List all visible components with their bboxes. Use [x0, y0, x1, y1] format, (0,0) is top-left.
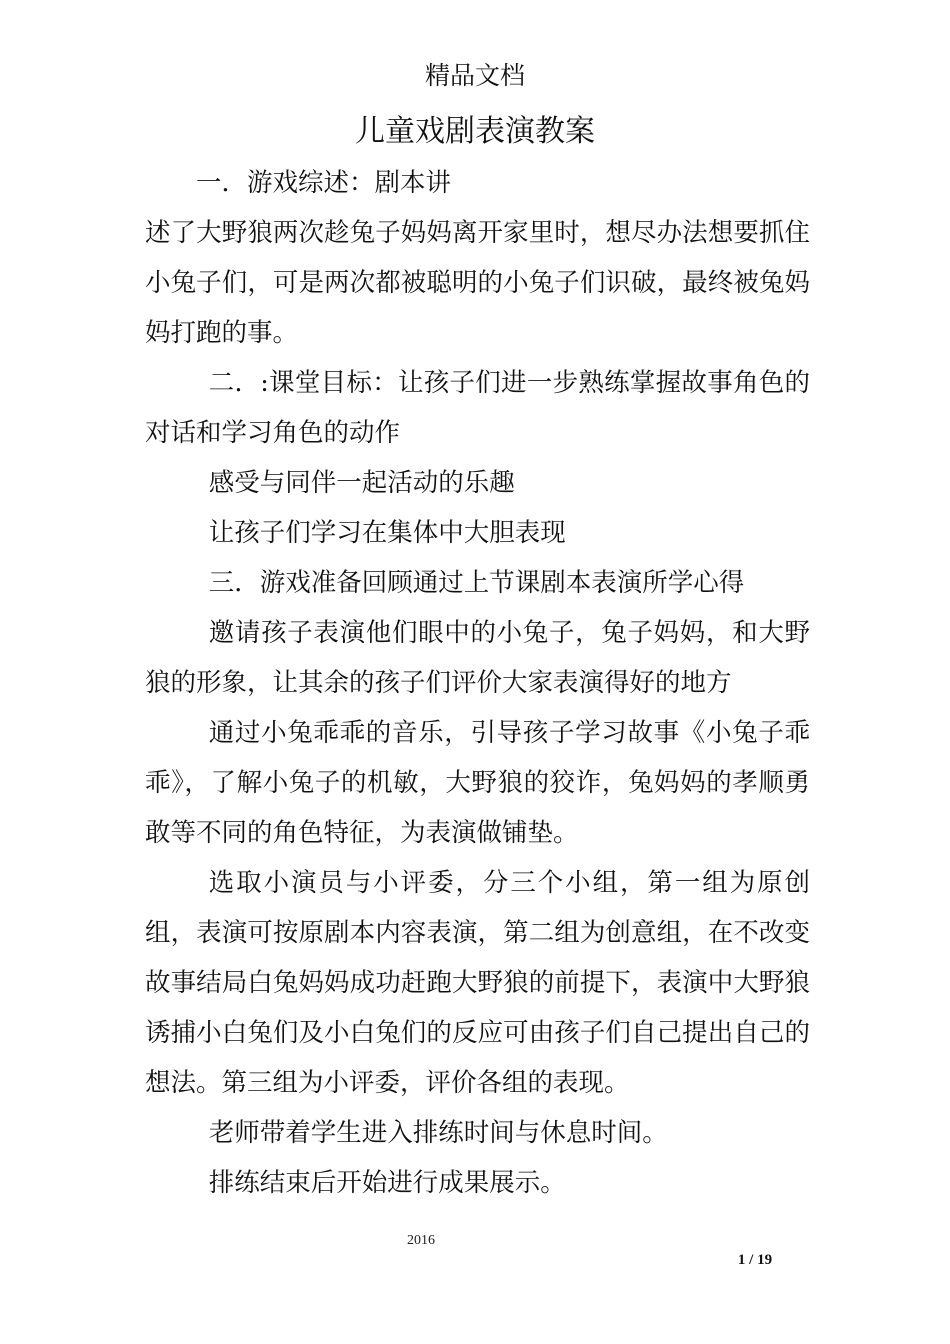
paragraph-rehearsal: 老师带着学生进入排练时间与休息时间。 — [208, 1118, 668, 1148]
paragraph-music: 通过小兔乖乖的音乐，引导孩子学习故事《小兔子乖乖》，了解小兔子的机敏，大野狼的狡诈，兔妈妈的孝顺勇敢等不同的角色特征，为表演做铺垫。 — [145, 718, 810, 848]
paragraph-showcase: 排练结束后开始进行成果展示。 — [208, 1168, 566, 1198]
paragraph-invite: 邀请孩子表演他们眼中的小兔子，兔子妈妈，和大野狼的形象，让其余的孩子们评价大家表演得好的地方 — [145, 618, 810, 698]
paragraph-synopsis: 述了大野狼两次趁兔子妈妈离开家里时，想尽办法想要抓住小兔子们，可是两次都被聪明的小兔子们识破，最终被兔妈妈打跑的事。 — [145, 218, 810, 348]
paragraph-groups: 选取小演员与小评委，分三个小组，第一组为原创组，表演可按原剧本内容表演，第二组为创意组，在不改变故事结局白兔妈妈成功赶跑大野狼的前提下，表演中大野狼诱捕小白兔们及小白兔们的反应可由孩子们自己提出自己的想法。第三组为小评委，评价各组的表现。 — [145, 868, 810, 1098]
document-title: 儿童戏剧表演教案 — [355, 114, 595, 149]
footer-year: 2016 — [407, 1233, 435, 1248]
section-3-heading: 三．游戏准备回顾通过上节课剧本表演所学心得 — [208, 568, 745, 598]
section-1-heading: 一．游戏综述：剧本讲 — [196, 168, 452, 198]
document-body — [145, 158, 810, 1208]
paragraph-goal-3: 让孩子们学习在集体中大胆表现 — [208, 518, 566, 548]
page-header: 精品文档 — [424, 61, 525, 90]
page-number: 1 / 19 — [737, 1252, 773, 1268]
paragraph-goal-2: 感受与同伴一起活动的乐趣 — [208, 468, 515, 498]
section-2-heading: 二．:课堂目标：让孩子们进一步熟练掌握故事角色的对话和学习角色的动作 — [145, 368, 810, 448]
